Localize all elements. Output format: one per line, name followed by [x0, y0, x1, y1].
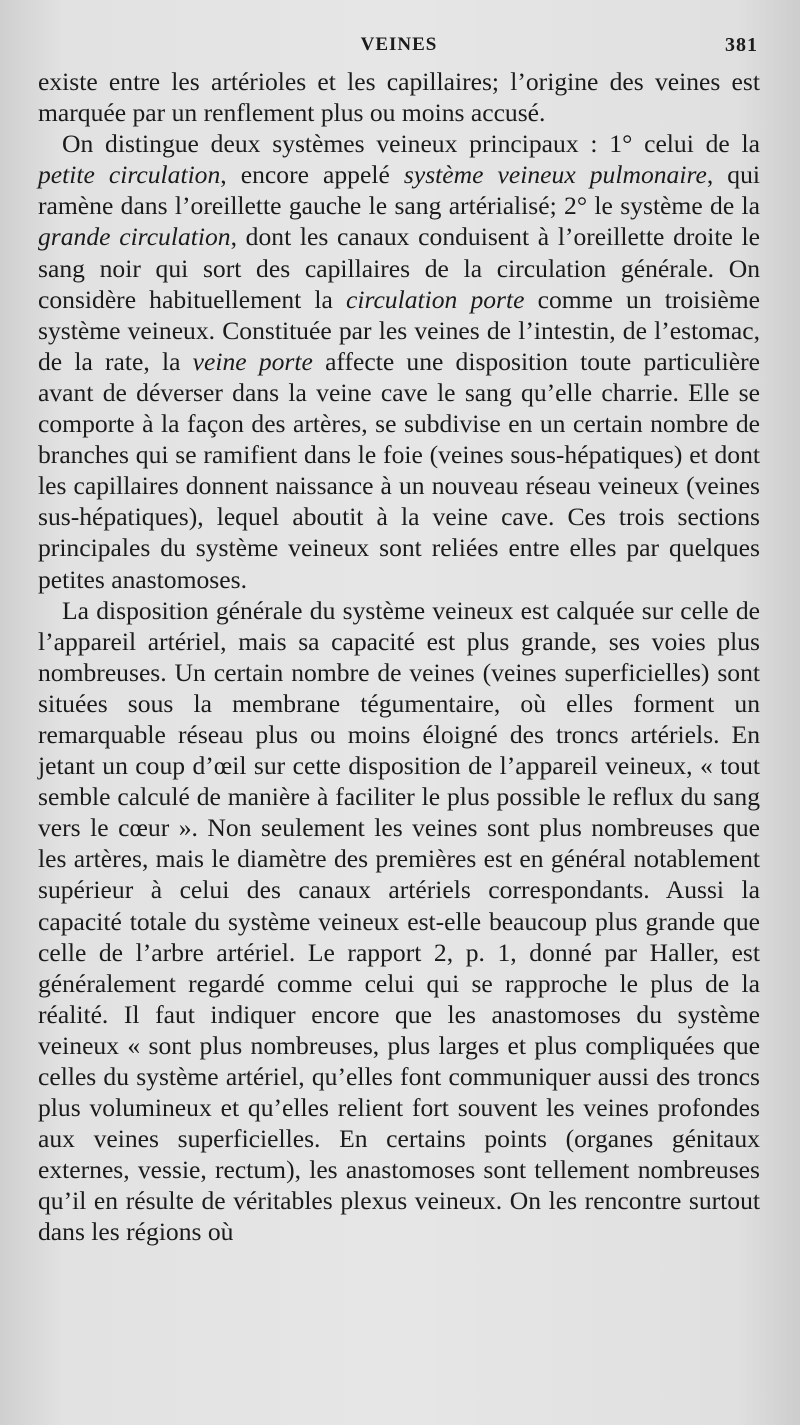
- text-segment: La disposition générale du système veineux est calquée sur celle de l’appareil artériel, mais sa capacité est plus grande, ses voies plus nombreuses. Un certain nombre de veines (veines superficielles) sont situées sous la membrane tégumentaire, où elles forment un remarquable réseau plus ou moins éloigné des troncs artériels. En jetant un coup d’œil sur cette disposition de l’appareil veineux, « tout semble calculé de manière à faciliter le plus possible le reflux du sang vers le cœur ». Non seulement les veines sont plus nombreuses que les artères, mais le diamètre des premières est en général notablement supérieur à celui des canaux artériels correspondants. Aussi la capacité totale du système veineux est-elle beaucoup plus grande que celle de l’arbre artériel. Le rapport 2, p. 1, donné par Haller, est généralement regardé comme celui qui se rapproche le plus de la réalité. Il faut indiquer encore que les anastomoses du système veineux « sont plus nombreuses, plus larges et plus compliquées que celles du système artériel, qu’elles font communiquer aussi des troncs plus volumineux et qu’elles relient fort souvent les veines profondes aux veines superficielles. En certains points (organes génitaux externes, vessie, rectum), les anastomoses sont tellement nombreuses qu’il en résulte de véritables plexus veineux. On les rencontre surtout dans les régions où: [38, 595, 760, 1247]
- text-segment: , dont les canaux conduisent à l’oreillette droite le sang noir qui sort des capillaires de la circulation générale. On considère habituellement la: [38, 222, 760, 314]
- text-segment: existe entre les artérioles et les capillaires; l’origine des veines est marquée par un renflement plus ou moins accusé.: [38, 67, 760, 128]
- running-head: [38, 30, 760, 60]
- page-number: 381: [725, 34, 758, 56]
- italic-term: grande circulation: [38, 222, 231, 252]
- running-title: VEINES: [360, 34, 438, 55]
- text-segment: , encore appelé: [220, 160, 404, 190]
- text-segment: comme un troisième système veineux. Constituée par les veines de l’intestin, de l’estomac, de la rate, la: [38, 284, 760, 376]
- paragraph-general-disposition: [38, 595, 760, 1248]
- body-text: [38, 66, 760, 1248]
- text-segment: affecte une disposition toute particulière avant de déverser dans la veine cave le sang qu’elle charrie. Elle se comporte à la façon des artères, se subdivise en un certain nombre de branches qui se ramifient dans le foie (veines sous-hépatiques) et dont les capillaires donnent naissance à un nouveau réseau veineux (veines sus-hépatiques), lequel aboutit à la veine cave. Ces trois sections principales du système veineux sont reliées entre elles par quelques petites anastomoses.: [38, 346, 760, 594]
- italic-term: système veineux pulmonaire: [403, 160, 707, 190]
- italic-term: veine porte: [192, 346, 313, 376]
- paragraph-venous-systems: [38, 128, 760, 594]
- text-segment: , qui ramène dans l’oreillette gauche le sang artérialisé; 2° le système de la: [38, 160, 760, 221]
- italic-term: circulation porte: [345, 284, 525, 314]
- italic-term: petite circulation: [38, 160, 221, 190]
- text-segment: On distingue deux systèmes veineux principaux : 1° celui de la: [62, 129, 760, 159]
- paragraph-continuation: [38, 66, 760, 128]
